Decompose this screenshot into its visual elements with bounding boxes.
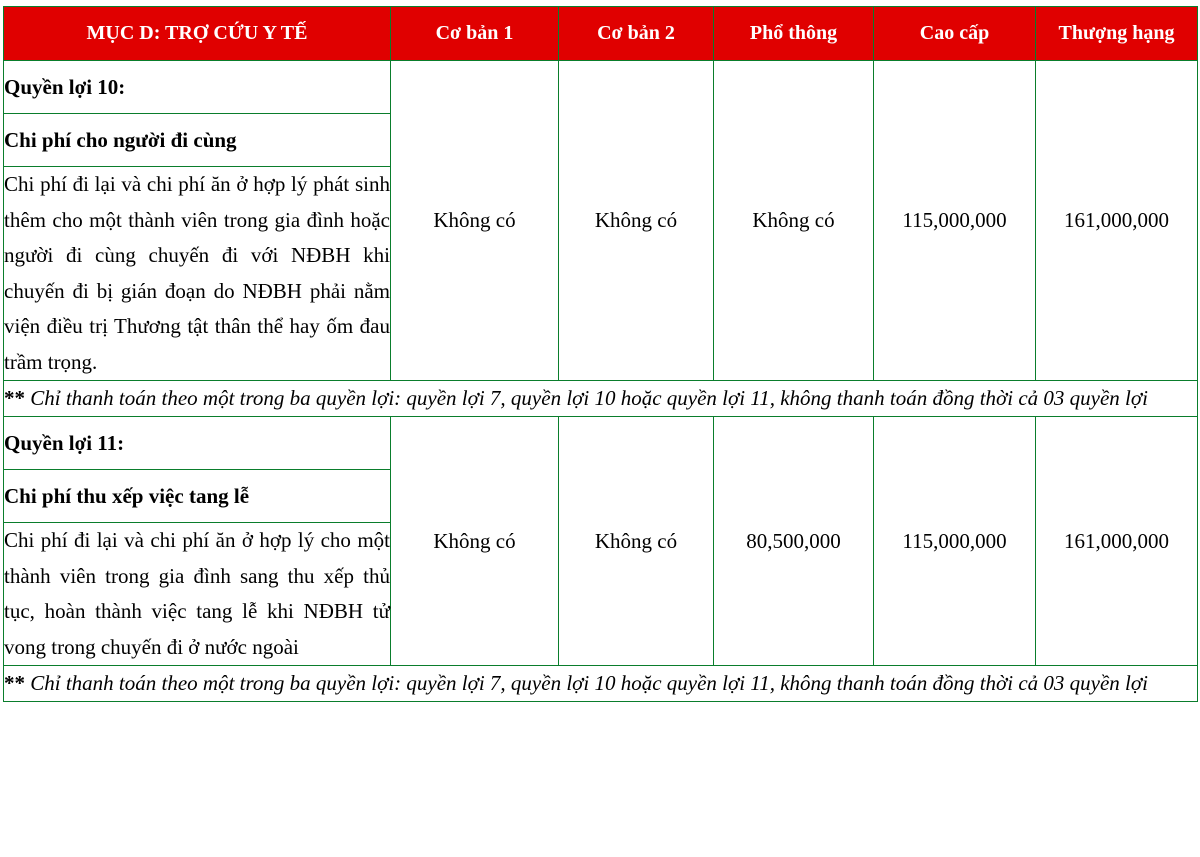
plan-header-cao-cap: Cao cấp	[874, 7, 1036, 61]
benefit-value-cao-cap: 115,000,000	[874, 61, 1036, 381]
benefit-name: Chi phí cho người đi cùng	[4, 114, 391, 167]
benefit-value-co-ban-2: Không có	[559, 61, 714, 381]
benefit-11-title-row	[4, 417, 1198, 470]
benefit-10-note-row	[4, 381, 1198, 417]
section-title: MỤC D: TRỢ CỨU Y TẾ	[4, 7, 391, 61]
benefit-description: Chi phí đi lại và chi phí ăn ở hợp lý cho một thành viên trong gia đình sang thu xếp thủ tục, hoàn thành việc tang lễ khi NĐBH tử vong trong chuyến đi ở nước ngoài	[4, 523, 391, 666]
benefit-number: Quyền lợi 11:	[4, 417, 391, 470]
benefit-value-cao-cap: 115,000,000	[874, 417, 1036, 666]
plan-header-thuong-hang: Thượng hạng	[1036, 7, 1198, 61]
table-header-row	[4, 7, 1198, 61]
benefit-value-pho-thong: 80,500,000	[714, 417, 874, 666]
benefit-note	[4, 666, 1198, 702]
benefit-value-co-ban-2: Không có	[559, 417, 714, 666]
benefit-number: Quyền lợi 10:	[4, 61, 391, 114]
benefit-note	[4, 381, 1198, 417]
note-text: Chỉ thanh toán theo một trong ba quyền lợi: quyền lợi 7, quyền lợi 10 hoặc quyền lợi 11, không thanh toán đồng thời cả 03 quyền lợi	[25, 671, 1148, 695]
benefit-name: Chi phí thu xếp việc tang lễ	[4, 470, 391, 523]
benefit-11-note-row	[4, 666, 1198, 702]
plan-header-pho-thong: Phổ thông	[714, 7, 874, 61]
benefit-10-title-row	[4, 61, 1198, 114]
benefit-value-co-ban-1: Không có	[391, 417, 559, 666]
benefit-value-co-ban-1: Không có	[391, 61, 559, 381]
benefit-value-pho-thong: Không có	[714, 61, 874, 381]
benefit-description: Chi phí đi lại và chi phí ăn ở hợp lý phát sinh thêm cho một thành viên trong gia đình hoặc người đi cùng chuyến đi với NĐBH khi chuyến đi bị gián đoạn do NĐBH phải nằm viện điều trị Thương tật thân thể hay ốm đau trầm trọng.	[4, 167, 391, 381]
note-stars: **	[4, 386, 25, 410]
plan-header-co-ban-2: Cơ bản 2	[559, 7, 714, 61]
plan-header-co-ban-1: Cơ bản 1	[391, 7, 559, 61]
benefit-value-thuong-hang: 161,000,000	[1036, 417, 1198, 666]
note-stars: **	[4, 671, 25, 695]
benefit-value-thuong-hang: 161,000,000	[1036, 61, 1198, 381]
benefits-table	[3, 6, 1198, 702]
note-text: Chỉ thanh toán theo một trong ba quyền lợi: quyền lợi 7, quyền lợi 10 hoặc quyền lợi 11, không thanh toán đồng thời cả 03 quyền lợi	[25, 386, 1148, 410]
